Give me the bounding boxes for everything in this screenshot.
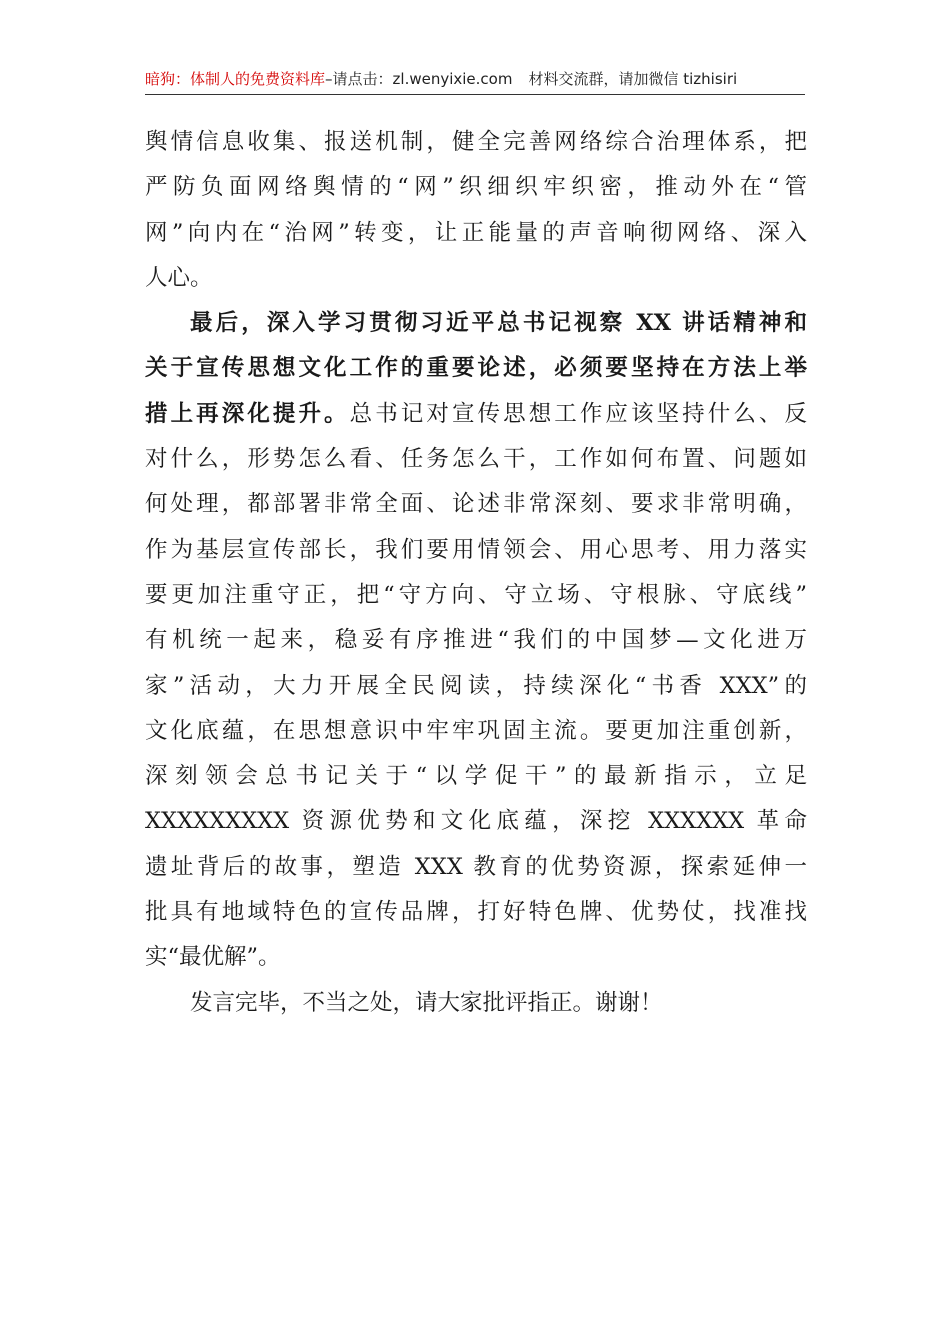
body-line: 深刻领会总书记关于“以学促干”的最新指示，立足: [145, 763, 807, 790]
header-url-link[interactable]: zl.wenyixie.com: [392, 70, 513, 88]
body-line-bold: 最后，深入学习贯彻习近平总书记视察 XX 讲话精神和: [190, 310, 807, 337]
header-site-name: 暗狗：体制人的免费资料库: [145, 70, 326, 88]
body-line-mixed: [145, 392, 807, 437]
body-line: 网”向内在“治网”转变，让正能量的声音响彻网络、深入: [145, 219, 807, 246]
body-line-bold: 关于宣传思想文化工作的重要论述，必须要坚持在方法上举: [145, 355, 807, 382]
body-line: 批具有地域特色的宣传品牌，打好特色牌、优势仗，找准找: [145, 899, 807, 926]
regular-tail: 总书记对宣传思想工作应该坚持什么、反: [349, 400, 807, 427]
document-body: [145, 120, 807, 1026]
body-line: 对什么，形势怎么看、任务怎么干，工作如何布置、问题如: [145, 446, 807, 473]
body-line: 文化底蕴，在思想意识中牢牢巩固主流。要更加注重创新，: [145, 717, 807, 744]
closing-line: 发言完毕，不当之处，请大家批评指正。谢谢！: [190, 989, 663, 1016]
body-line: 作为基层宣传部长，我们要用情领会、用心思考、用力落实: [145, 536, 807, 563]
bold-lead: 措上再深化提升。: [145, 400, 350, 427]
body-line: 家”活动，大力开展全民阅读，持续深化“书香 XXX”的: [145, 672, 807, 699]
page-header: [145, 66, 805, 95]
body-line: 遗址背后的故事，塑造 XXX 教育的优势资源，探索延伸一: [145, 853, 807, 880]
body-line: 人心。: [145, 264, 213, 291]
body-line: 严防负面网络舆情的“网”织细织牢织密，推动外在“管: [145, 174, 807, 201]
body-line: XXXXXXXXX 资源优势和文化底蕴，深挖 XXXXXX 革命: [145, 808, 807, 835]
body-line: 何处理，都部署非常全面、论述非常深刻、要求非常明确，: [145, 491, 807, 518]
body-line: 有机统一起来，稳妥有序推进“我们的中国梦—文化进万: [145, 627, 807, 654]
body-line: 舆情信息收集、报送机制，健全完善网络综合治理体系，把: [145, 129, 807, 155]
body-line: 要更加注重守正，把“守方向、守立场、守根脉、守底线”: [145, 581, 807, 608]
header-wechat-note: 材料交流群，请加微信 tizhisiri: [528, 70, 738, 88]
body-line: 实“最优解”。: [145, 944, 281, 971]
header-click-prompt: –请点击：: [325, 70, 393, 88]
